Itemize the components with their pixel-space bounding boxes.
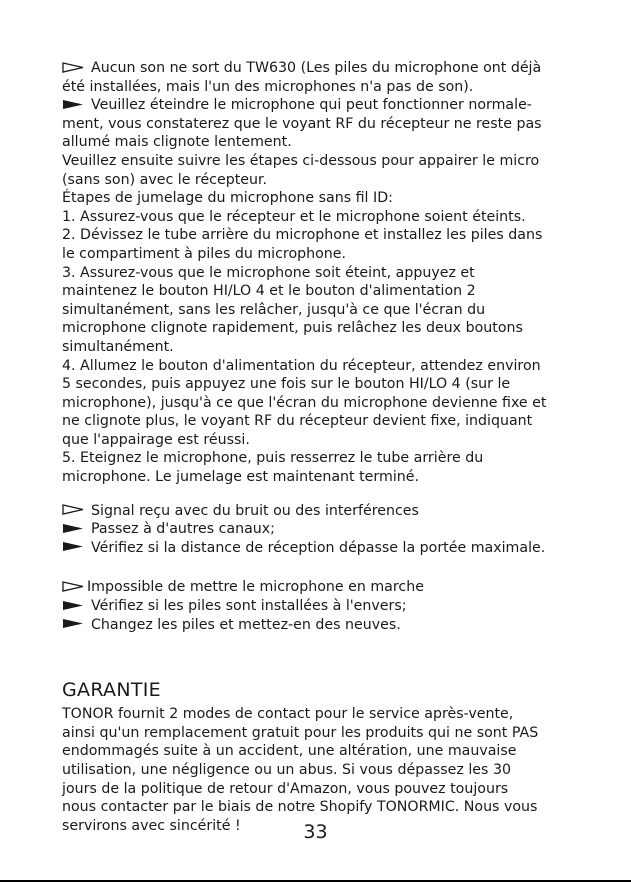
paragraph-line: simultanément, sans les relâcher, jusqu'à ce que l'écran du <box>62 301 486 318</box>
bullet-text: Changez les piles et mettez-en des neuves. <box>91 616 401 633</box>
paragraph-line: (sans son) avec le récepteur. <box>62 171 268 188</box>
warranty-title: GARANTIE <box>62 679 161 702</box>
bullet-line <box>62 616 572 635</box>
bullet-text: Vérifiez si les piles sont installées à l'envers; <box>91 598 407 615</box>
outline-arrow-icon <box>62 62 84 73</box>
filled-arrow-icon <box>62 99 84 110</box>
bullet-line <box>62 96 572 115</box>
paragraph-line: Étapes de jumelage du microphone sans fil ID: <box>62 190 393 207</box>
warranty-line: utilisation, une négligence ou un abus. Si vous dépassez les 30 <box>62 762 511 778</box>
warranty-line: jours de la politique de retour d'Amazon, vous pouvez toujours <box>62 780 509 797</box>
page-number: 33 <box>303 821 328 843</box>
bullet-text: Vérifiez si la distance de réception dépasse la portée maximale. <box>91 539 546 556</box>
paragraph-line: ne clignote plus, le voyant RF du récepteur devient fixe, indiquant <box>62 413 533 430</box>
page-bottom-border <box>0 880 631 882</box>
paragraph-line: maintenez le bouton HI/LO 4 et le bouton d'alimentation 2 <box>62 283 476 300</box>
filled-arrow-icon <box>62 541 84 552</box>
bullet-text: Passez à d'autres canaux; <box>91 521 275 538</box>
paragraph-line: Veuillez ensuite suivre les étapes ci-dessous pour appairer le micro <box>62 152 540 169</box>
paragraph-line: le compartiment à piles du microphone. <box>62 245 347 262</box>
troubleshooting-section-power <box>62 578 572 634</box>
filled-arrow-icon <box>62 618 84 629</box>
paragraph-line: simultanément. <box>62 338 174 355</box>
manual-page-content <box>62 59 572 835</box>
warranty-line: nous contacter par le biais de notre Shopify TONORMIC. Nous vous <box>62 799 538 816</box>
bullet-line <box>62 597 572 616</box>
warranty-line: ainsi qu'un remplacement gratuit pour les produits qui ne sont PAS <box>62 724 539 741</box>
paragraph-line: allumé mais clignote lentement. <box>62 134 292 151</box>
paragraph-line: que l'appairage est réussi. <box>62 431 250 448</box>
section-heading: Aucun son ne sort du TW630 (Les piles du microphone ont déjà <box>91 60 542 76</box>
section-heading-line <box>62 502 572 521</box>
paragraph-line: 2. Dévissez le tube arrière du microphone et installez les piles dans <box>62 227 543 244</box>
paragraph-line: ment, vous constaterez que le voyant RF du récepteur ne reste pas <box>62 115 542 132</box>
paragraph-line: 1. Assurez-vous que le récepteur et le microphone soient éteints. <box>62 208 526 225</box>
paragraph-line: Veuillez éteindre le microphone qui peut fonctionner normale- <box>91 97 532 114</box>
troubleshooting-section-noise <box>62 502 572 558</box>
outline-arrow-icon <box>62 581 84 592</box>
paragraph-line: microphone), jusqu'à ce que l'écran du microphone devienne fixe et <box>62 394 547 411</box>
section-heading: Impossible de mettre le microphone en marche <box>87 579 424 596</box>
bullet-line <box>62 539 572 558</box>
paragraph-line: 4. Allumez le bouton d'alimentation du récepteur, attendez environ <box>62 357 541 374</box>
warranty-line: TONOR fournit 2 modes de contact pour le service après-vente, <box>62 706 514 723</box>
warranty-section <box>62 678 572 835</box>
warranty-line: servirons avec sincérité ! <box>62 817 241 834</box>
paragraph-line: 3. Assurez-vous que le microphone soit éteint, appuyez et <box>62 264 475 281</box>
bullet-line <box>62 520 572 539</box>
section-heading: Signal reçu avec du bruit ou des interférences <box>91 502 419 519</box>
outline-arrow-icon <box>62 504 84 515</box>
paragraph-line: 5. Eteignez le microphone, puis resserrez le tube arrière du <box>62 450 484 467</box>
section-heading-line <box>62 59 572 78</box>
filled-arrow-icon <box>62 600 84 611</box>
warranty-line: endommagés suite à un accident, une altération, une mauvaise <box>62 743 517 760</box>
paragraph-line: microphone. Le jumelage est maintenant terminé. <box>62 469 419 486</box>
troubleshooting-section-no-sound <box>62 59 572 487</box>
section-heading-continued: été installées, mais l'un des microphones n'a pas de son). <box>62 78 474 95</box>
filled-arrow-icon <box>62 523 84 534</box>
paragraph-line: 5 secondes, puis appuyez une fois sur le bouton HI/LO 4 (sur le <box>62 376 511 393</box>
section-heading-line <box>62 578 572 597</box>
paragraph-line: microphone clignote rapidement, puis relâchez les deux boutons <box>62 320 523 337</box>
